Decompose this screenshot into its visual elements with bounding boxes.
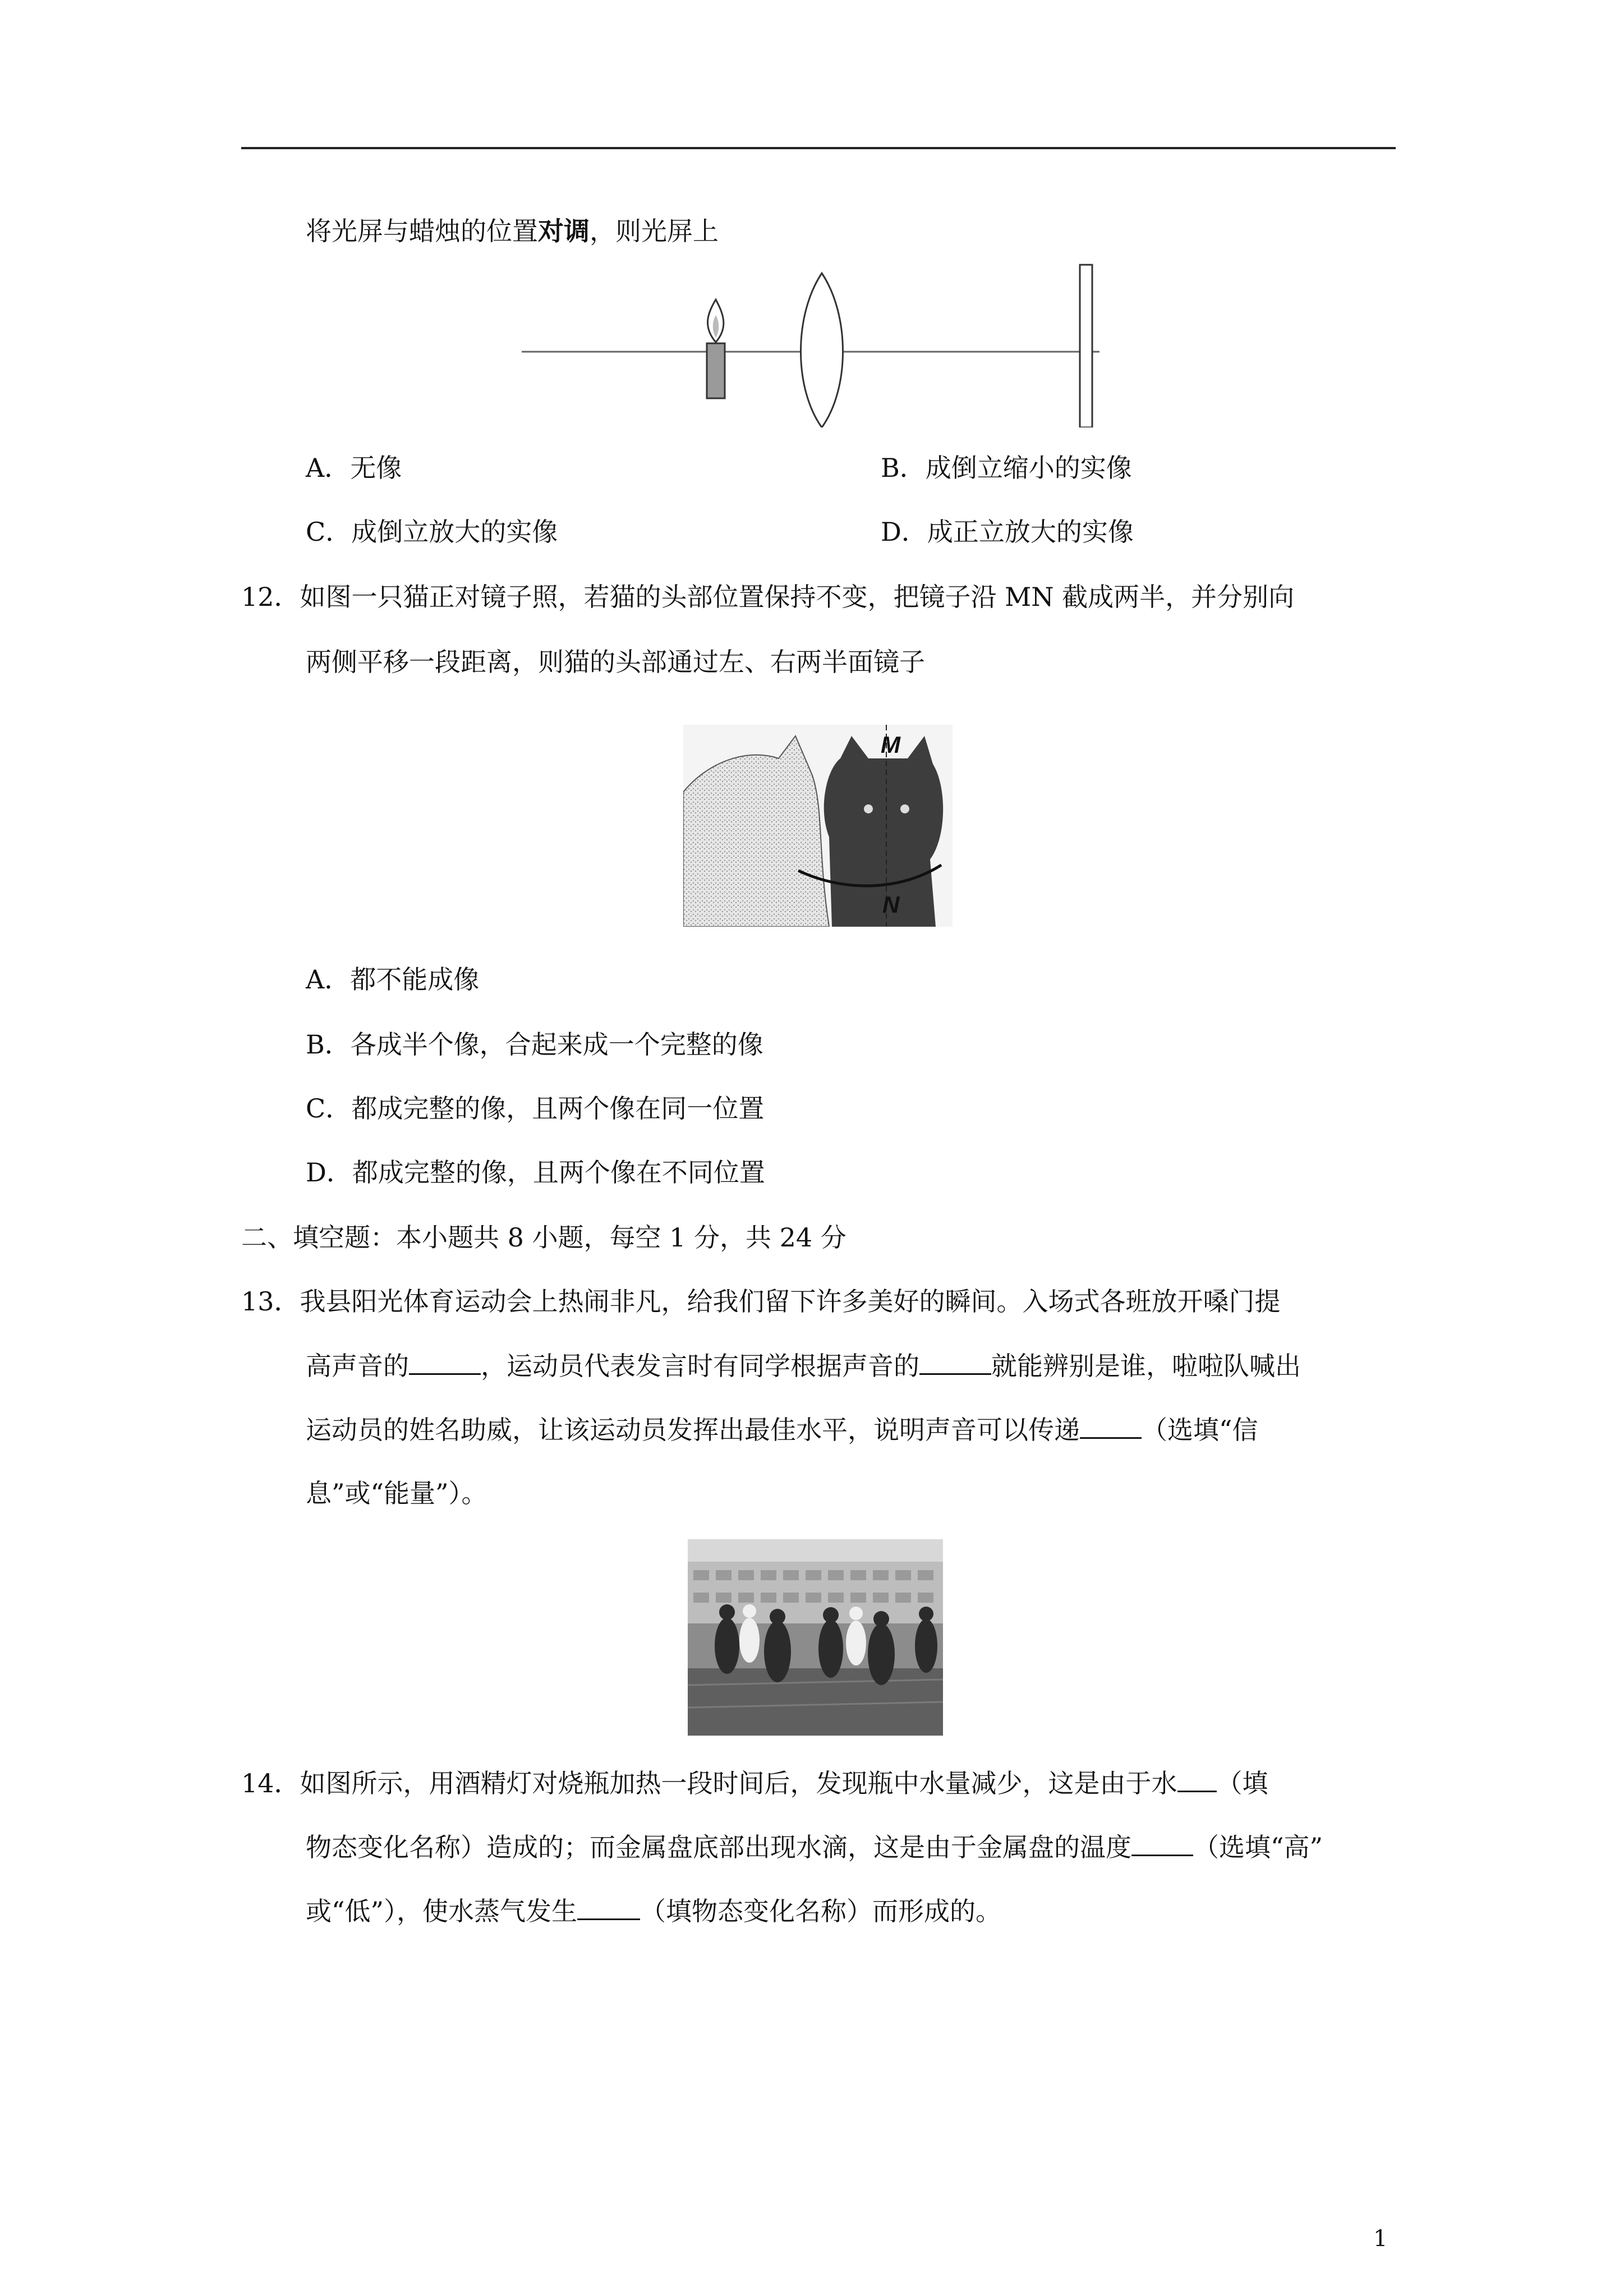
q13-line-2-part-c: 就能辨别是谁，啦啦队喊出 bbox=[991, 1351, 1301, 1381]
q14-line-2 bbox=[306, 1830, 1323, 1864]
q13-blank-2[interactable] bbox=[919, 1349, 991, 1375]
q11-option-d: D．成正立放大的实像 bbox=[881, 517, 1134, 547]
q11-option-c: C．成倒立放大的实像 bbox=[306, 517, 558, 547]
header-rule bbox=[241, 147, 1396, 149]
q14-line-1 bbox=[241, 1766, 1268, 1800]
q11-intro-bold: 对调 bbox=[538, 216, 590, 246]
q14-blank-1[interactable] bbox=[1177, 1766, 1217, 1792]
label-m: M bbox=[881, 731, 900, 758]
q11-intro-text-end: ，则光屏上 bbox=[590, 216, 719, 246]
q11-intro-text: 将光屏与蜡烛的位置 bbox=[306, 216, 538, 246]
candle-body bbox=[707, 343, 725, 398]
light-screen bbox=[1080, 265, 1092, 427]
q14-blank-2[interactable] bbox=[1131, 1830, 1193, 1856]
q12-option-a: A．都不能成像 bbox=[306, 964, 480, 995]
q14-line-1-part-a: 14．如图所示，用酒精灯对烧瓶加热一段时间后，发现瓶中水量减少，这是由于水 bbox=[241, 1768, 1177, 1798]
q14-line-3 bbox=[306, 1894, 1001, 1928]
q14-line-2-part-b: （选填“高” bbox=[1193, 1832, 1323, 1862]
q12-line-1: 12．如图一只猫正对镜子照，若猫的头部位置保持不变，把镜子沿 MN 截成两半，并分别向 bbox=[241, 582, 1295, 612]
q14-line-1-part-b: （填 bbox=[1216, 1768, 1268, 1798]
sports-meet-photo bbox=[688, 1539, 943, 1736]
q13-line-4: 息”或“能量”）。 bbox=[306, 1478, 487, 1508]
q12-option-c: C．都成完整的像，且两个像在同一位置 bbox=[306, 1093, 765, 1124]
q13-blank-3[interactable] bbox=[1080, 1412, 1142, 1439]
q14-blank-3[interactable] bbox=[577, 1894, 640, 1920]
q13-blank-1[interactable] bbox=[409, 1349, 481, 1375]
page-number: 1 bbox=[1373, 2226, 1388, 2252]
label-n: N bbox=[882, 891, 900, 918]
q13-line-2-part-a: 高声音的 bbox=[306, 1351, 409, 1381]
q11-intro bbox=[306, 214, 719, 248]
q13-line-1: 13．我县阳光体育运动会上热闹非凡，给我们留下许多美好的瞬间。入场式各班放开嗓门提 bbox=[241, 1286, 1281, 1317]
q13-line-2-part-b: ，运动员代表发言时有同学根据声音的 bbox=[481, 1351, 919, 1381]
optics-bench-figure bbox=[522, 259, 1116, 427]
q12-option-d: D．都成完整的像，且两个像在不同位置 bbox=[306, 1157, 765, 1188]
q13-line-3 bbox=[306, 1412, 1258, 1447]
q14-line-3-part-b: （填物态变化名称）而形成的。 bbox=[640, 1896, 1002, 1926]
section-2-title: 二、填空题：本小题共 8 小题，每空 1 分，共 24 分 bbox=[241, 1222, 846, 1253]
q11-option-a: A．无像 bbox=[306, 453, 402, 483]
q13-line-3-part-a: 运动员的姓名助威，让该运动员发挥出最佳水平，说明声音可以传递 bbox=[306, 1415, 1080, 1445]
q14-line-2-part-a: 物态变化名称）造成的；而金属盘底部出现水滴，这是由于金属盘的温度 bbox=[306, 1832, 1131, 1862]
q11-option-b: B．成倒立缩小的实像 bbox=[881, 453, 1132, 483]
q14-line-3-part-a: 或“低”），使水蒸气发生 bbox=[306, 1896, 578, 1926]
cat-mirror-figure bbox=[683, 725, 953, 927]
q12-option-b: B．各成半个像，合起来成一个完整的像 bbox=[306, 1029, 763, 1060]
convex-lens bbox=[801, 273, 843, 427]
q12-line-2: 两侧平移一段距离，则猫的头部通过左、右两半面镜子 bbox=[306, 647, 925, 677]
q13-line-2 bbox=[306, 1349, 1301, 1383]
q13-line-3-part-b: （选填“信 bbox=[1142, 1415, 1258, 1445]
